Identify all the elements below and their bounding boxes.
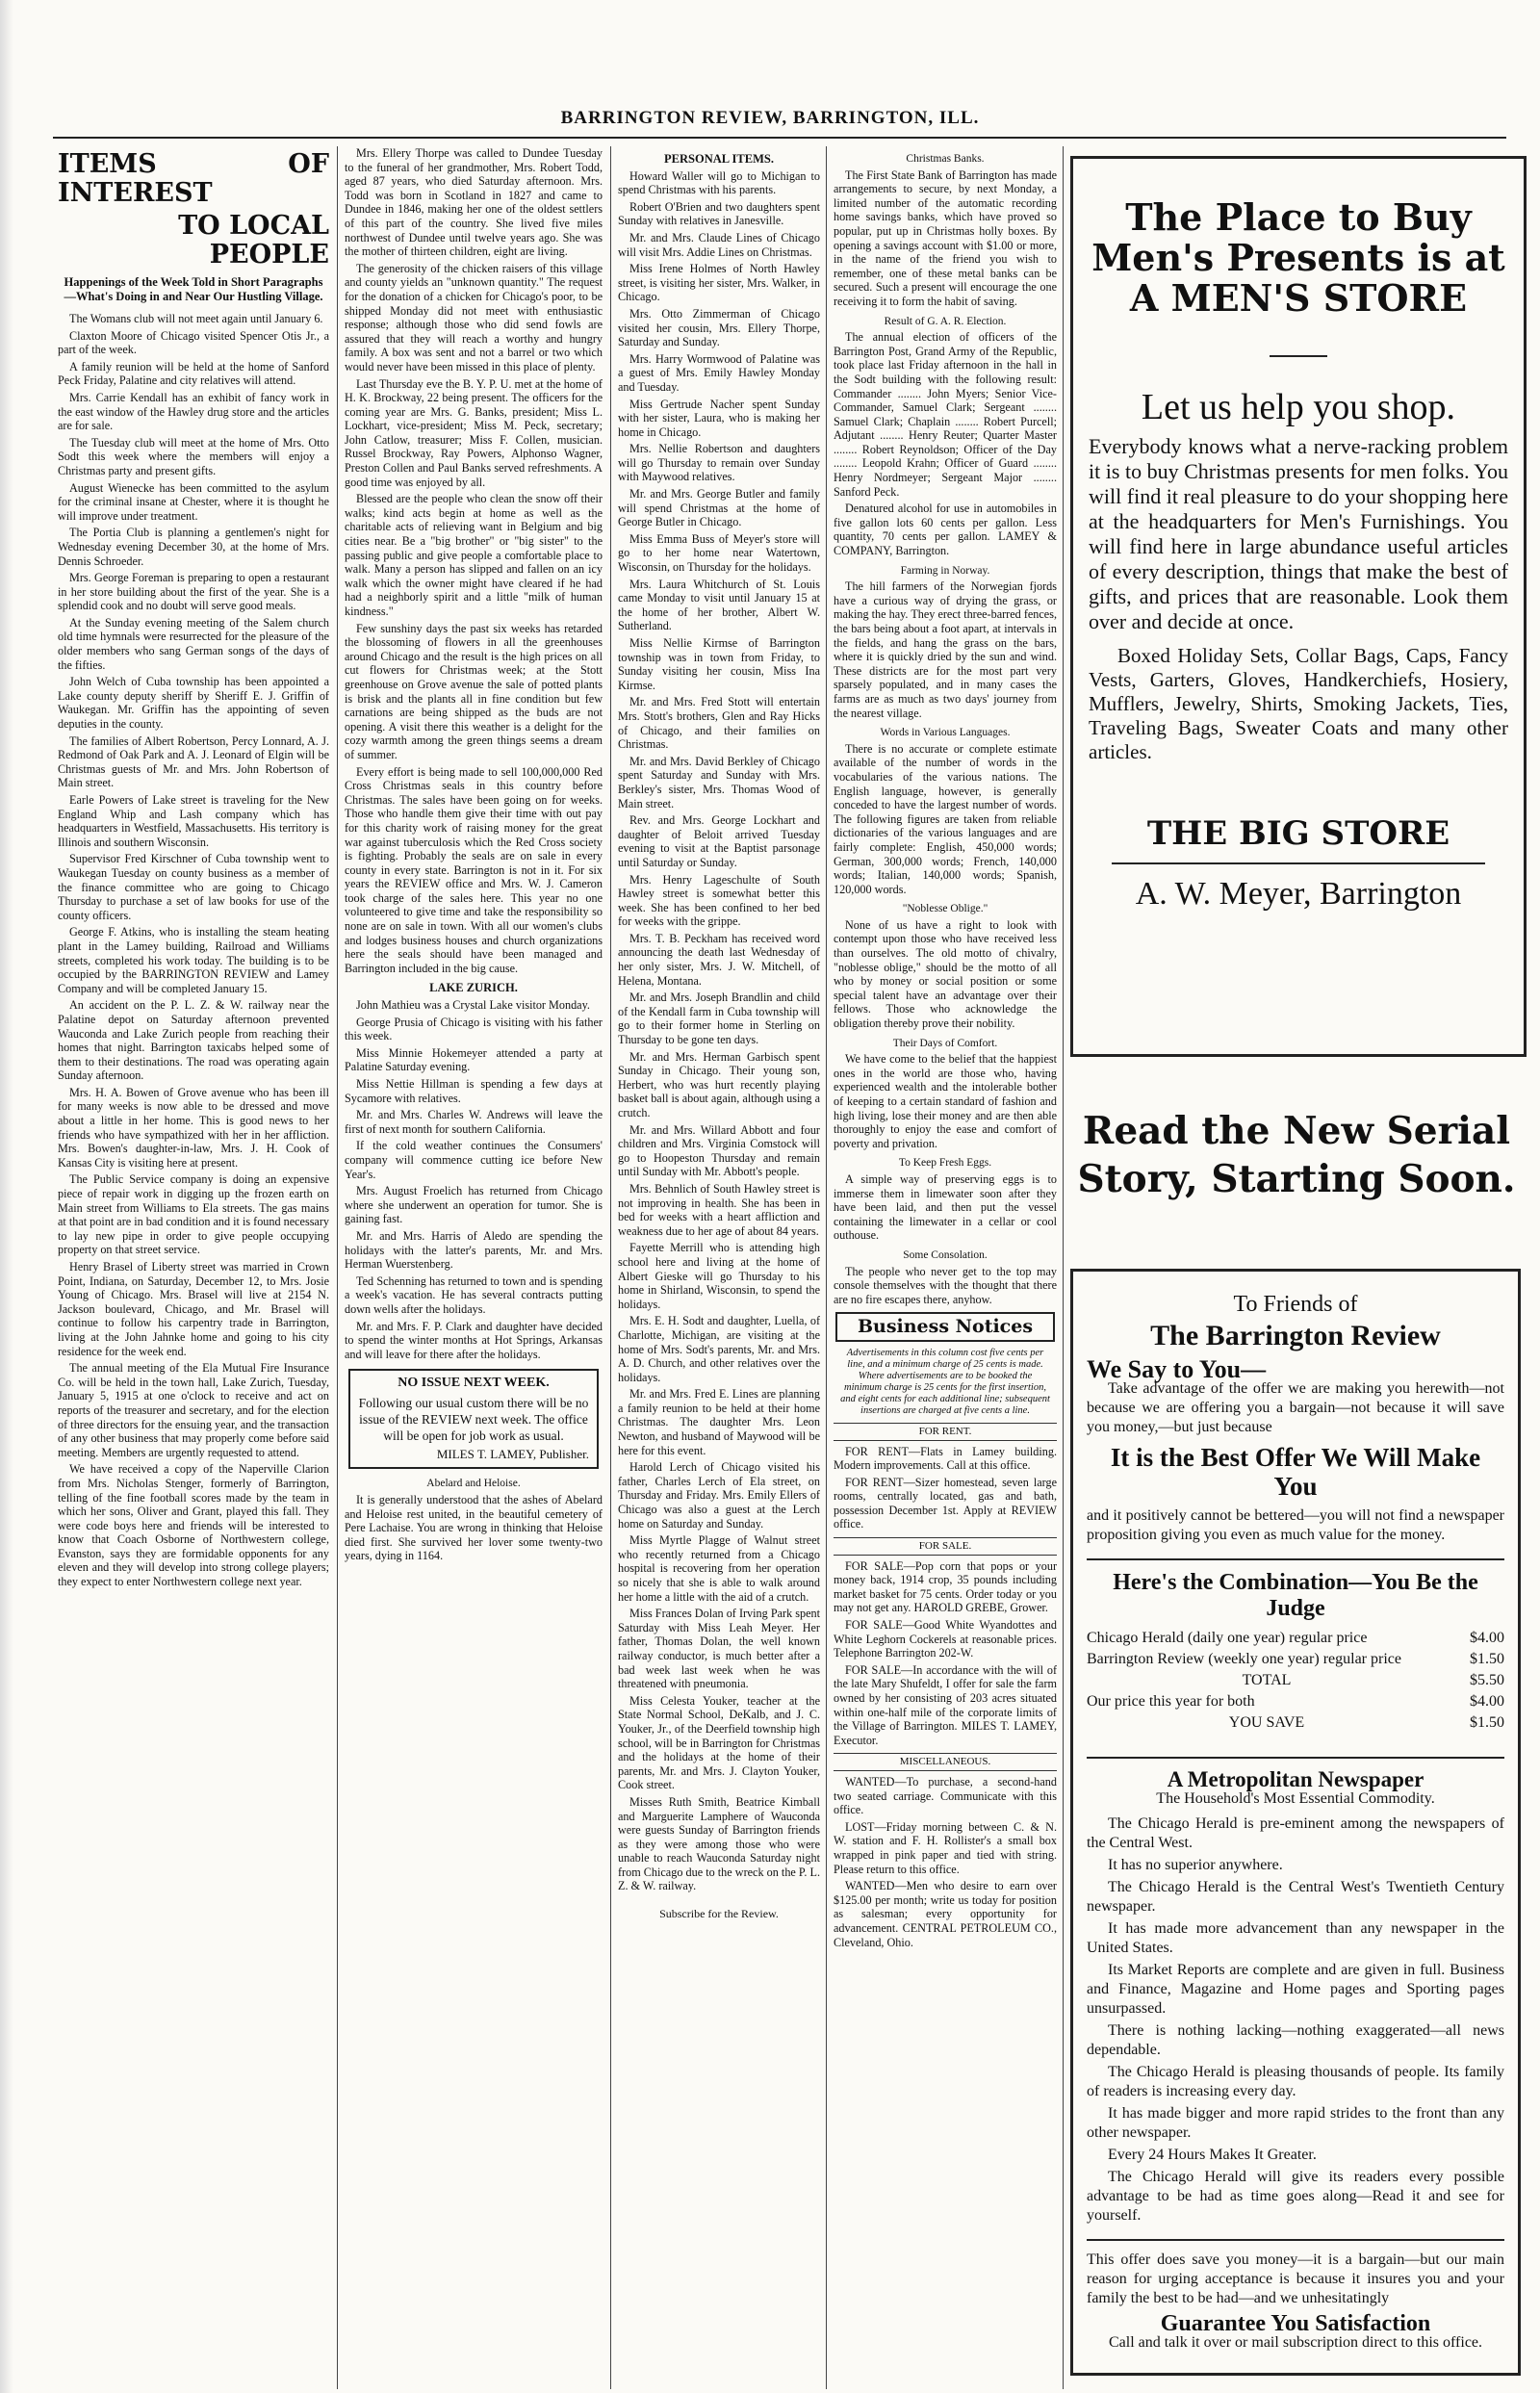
for-sale-heading: FOR SALE. bbox=[834, 1537, 1057, 1556]
personal-item: Misses Ruth Smith, Beatrice Kimball and Marguerite Lamphere of Wauconda were guests Sunday of Barrington friends as they were among those who were unable to reach Wauconda Saturday night from Chicago due to the wreck on the P. L. Z. & W. railway. bbox=[618, 1794, 820, 1893]
paper-name: The Barrington Review bbox=[1150, 1320, 1441, 1351]
personal-item: Mr. and Mrs. Willard Abbott and four children and Mrs. Virginia Comstock will go to Hoopeston Thursday and remain until Sunday with Mr. Abbott's people. bbox=[618, 1122, 820, 1179]
business-notices-title: Business Notices bbox=[835, 1312, 1055, 1342]
personal-item: Mrs. Harry Wormwood of Palatine was a guest of Mrs. Emily Hawley Monday and Tuesday. bbox=[618, 351, 820, 394]
metropolitan-subhead: The Household's Most Essential Commodity. bbox=[1156, 1790, 1435, 1807]
for-sale-list bbox=[834, 1559, 1057, 1748]
herald-point: Every 24 Hours Makes It Greater. bbox=[1108, 2147, 1317, 2163]
price-value: $1.50 bbox=[1470, 1651, 1504, 1667]
price-row bbox=[1087, 1670, 1504, 1691]
mens-store-advertisement bbox=[1070, 156, 1527, 1057]
column-rule bbox=[337, 146, 338, 2389]
news-paragraph: An accident on the P. L. Z. & W. railway near the Palatine depot on Saturday afternoon prevented Wauconda and Lake Zurich people from reaching their homes that night. Barrington taxicabs helped some of them to their destinations. The road was operating again Sunday afternoon. bbox=[58, 998, 329, 1083]
headline-items-of-interest: ITEMS OF INTEREST bbox=[58, 149, 329, 208]
news-paragraph: John Welch of Cuba township has been appointed a Lake county deputy sheriff by Sheriff E. J. Griffin of Waukegan. Mr. Griffin has the appointing of seven deputies in the county. bbox=[58, 675, 329, 732]
news-paragraph: The Tuesday club will meet at the home of Mrs. Otto Sodt this week where the members will enjoy a Christmas party and present gifts. bbox=[58, 435, 329, 477]
mens-store-items: Boxed Holiday Sets, Collar Bags, Caps, Fancy Vests, Garters, Gloves, Handkerchiefs, Hosiery, Mufflers, Jewelry, Shirts, Smoking Jackets, Ties, Traveling Bags, Sweater Coats and many other articles. bbox=[1089, 644, 1508, 763]
column-news-two bbox=[345, 146, 603, 2389]
for-rent-heading: FOR RENT. bbox=[834, 1423, 1057, 1441]
metropolitan-headline: A Metropolitan Newspaper bbox=[1087, 1757, 1504, 1789]
personal-item: Mrs. Henry Lageschulte of South Hawley street is somewhat better this week. She has been confined to her bed for weeks with the grippe. bbox=[618, 872, 820, 929]
lake-zurich-item: Mr. and Mrs. Harris of Aledo are spending the holidays with the latter's parents, Mr. and Mrs. Herman Wuerstenberg. bbox=[345, 1228, 603, 1272]
news-paragraph: Mrs. H. A. Bowen of Grove avenue who has been ill for many weeks is now able to be dressed and move about a little in her home. This is good news to her friends who have sympathized with her in her affliction. Mrs. Bowen's daughter-in-law, Mrs. J. H. Cook of Kansas City is visiting here at present. bbox=[58, 1085, 329, 1170]
herald-point: There is nothing lacking—nothing exaggerated—all news dependable. bbox=[1087, 2022, 1504, 2058]
news-paragraph: Earle Powers of Lake street is traveling for the New England Whip and Lash company which has headquarters in Westfield, Massachusetts. His territory is Illinois and southern Wisconsin. bbox=[58, 793, 329, 849]
lake-zurich-item: Mr. and Mrs. F. P. Clark and daughter have decided to spend the winter months at Hot Springs, Arkansas and will leave for there after the holidays. bbox=[345, 1319, 603, 1361]
personal-item: Mr. and Mrs. Herman Garbisch spent Sunday in Chicago. Their young son, Herbert, who was hurt recently playing basket ball is about again, although using a crutch. bbox=[618, 1049, 820, 1119]
final-line: Call and talk it over or mail subscription direct to this office. bbox=[1108, 2334, 1483, 2351]
price-table bbox=[1087, 1628, 1504, 1734]
news-paragraph: Mrs. Carrie Kendall has an exhibit of fancy work in the east window of the Hawley drug store and the articles are for sale. bbox=[58, 390, 329, 433]
for-rent-list bbox=[834, 1445, 1057, 1532]
price-label: YOU SAVE bbox=[1228, 1714, 1305, 1731]
mens-store-lead: Let us help you shop. bbox=[1141, 387, 1456, 427]
section-heading: To Keep Fresh Eggs. bbox=[898, 1157, 992, 1170]
personal-item: Mr. and Mrs. George Butler and family will spend Christmas at the home of George Butler in Chicago. bbox=[618, 487, 820, 529]
price-row bbox=[1087, 1691, 1504, 1712]
column-misc bbox=[834, 146, 1057, 2389]
price-row bbox=[1087, 1628, 1504, 1649]
personal-item: Fayette Merrill who is attending high school here and living at the home of Albert Gieske will go Thursday to his home in Shirland, Wisconsin, to spend the holidays. bbox=[618, 1241, 820, 1311]
personal-item: Miss Nellie Kirmse of Barrington township was in town from Friday, to Sunday visiting her cousin, Miss Ina Kirmse. bbox=[618, 636, 820, 692]
price-value: $4.00 bbox=[1470, 1630, 1504, 1646]
personal-item: Harold Lerch of Chicago visited his father, Charles Lerch of Ela street, on Thursday and Friday. Mrs. Emily Ellers of Chicago was also a guest at the Lerch home on Saturday and Sunday. bbox=[618, 1460, 820, 1531]
no-issue-notice bbox=[348, 1369, 599, 1469]
section-body: The hill farmers of the Norwegian fjords have a curious way of drying the grass, or making the hay. They erect three-barred fences, the bars being about a foot apart, at intervals in the fields, and hang the grass on the bars, where it is quickly dried by the sun and wind. These districts are for the most part very sparsely populated, and in many cases the farms are as much as two days' journey from the nearest village. bbox=[834, 579, 1057, 720]
lake-zurich-item: Mrs. August Froelich has returned from Chicago where she underwent an operation for tumor. She is gaining fast. bbox=[345, 1184, 603, 1226]
price-label: Chicago Herald (daily one year) regular price bbox=[1087, 1630, 1368, 1646]
section-heading: Christmas Banks. bbox=[906, 153, 985, 165]
herald-point: Its Market Reports are complete and are given in full. Business and Finance, Magazine and Home pages and Sporting pages unsurpassed. bbox=[1087, 1962, 1504, 2017]
price-label: Barrington Review (weekly one year) regular price bbox=[1087, 1651, 1401, 1667]
personal-item: Mr. and Mrs. Fred Stott will entertain Mrs. Stott's brothers, Glen and Ray Hicks of Chicago, and their families on Christmas. bbox=[618, 695, 820, 752]
personal-items-heading: PERSONAL ITEMS. bbox=[664, 152, 774, 166]
to-friends-of: To Friends of bbox=[1233, 1292, 1358, 1317]
personal-items-list bbox=[618, 169, 820, 1893]
section-body: We have come to the belief that the happiest ones in the world are those who, having experienced wealth and the intolerable bother of keeping to a certain standard of fashion and high living, lose their money and are then able thoroughly to enjoy the ease and comfort of poverty and privation. bbox=[834, 1052, 1057, 1150]
notice-title: NO ISSUE NEXT WEEK. bbox=[398, 1376, 550, 1391]
personal-item: Mrs. E. H. Sodt and daughter, Luella, of Charlotte, Michigan, are visiting at the home of Mrs. Sodt's parents, Mr. and Mrs. A. D. Church, and other relatives over the holidays. bbox=[618, 1314, 820, 1384]
herald-point: The Chicago Herald will give its readers every possible advantage to be had as time goes along—Read it and see for yourself. bbox=[1087, 2169, 1504, 2224]
guarantee-headline: Guarantee You Satisfaction bbox=[1160, 2311, 1431, 2336]
section-heading: Farming in Norway. bbox=[900, 564, 990, 577]
section-heading: Their Days of Comfort. bbox=[892, 1037, 998, 1049]
classified-ad: FOR RENT—Sizer homestead, seven large rooms, centrally located, gas and bath, possession December 1st. Apply at REVIEW office. bbox=[834, 1475, 1057, 1531]
classified-ad: FOR SALE—Good White Wyandottes and White Leghorn Cockerels at reasonable prices. Telephone Barrington 202-W. bbox=[834, 1618, 1057, 1660]
personal-item: Mrs. Behnlich of South Hawley street is not improving in health. She has been in bed for weeks with a heart affliction and weakness due to her age of about 84 years. bbox=[618, 1181, 820, 1238]
offer-after: and it positively cannot be bettered—you will not find a newspaper proposition giving you even as much value for the money. bbox=[1087, 1507, 1504, 1543]
masthead-rule bbox=[53, 137, 1506, 139]
combination-headline: Here's the Combination—You Be the Judge bbox=[1087, 1558, 1504, 1622]
closing-text: This offer does save you money—it is a bargain—but our main reason for urging acceptance is because it insures you and your family the best to be had—and we unhesitatingly bbox=[1087, 2239, 1504, 2308]
personal-item: Miss Irene Holmes of North Hawley street, is visiting her sister, Mrs. Walker, in Chicago. bbox=[618, 262, 820, 304]
price-row bbox=[1087, 1712, 1504, 1734]
personal-item: Miss Celesta Youker, teacher at the State Normal School, DeKalb, and J. C. Youker, Jr., of the Deerfield township high school, will be in Barrington for Christmas and the holidays at the home of their parents, Mr. and Mrs. J. Clayton Youker, Cook street. bbox=[618, 1693, 820, 1792]
miscellaneous-list bbox=[834, 1775, 1057, 1949]
personal-item: Mr. and Mrs. David Berkley of Chicago spent Saturday and Sunday with Mrs. Berkley's sister, Mrs. Thomas Wood of Main street. bbox=[618, 754, 820, 811]
business-notices-rates: Advertisements in this column cost five cents per line, and a minimum charge of 25 cents is made. Where advertisements are to be booked the minimum charge is 25 cents for the first insertion, and eight cents for each additional line; subsequent insertions are charged at five cents a line. bbox=[840, 1347, 1050, 1416]
ad-separator bbox=[1270, 355, 1327, 357]
mens-store-headline: The Place to Buy Men's Presents is at A MEN'S STORE bbox=[1091, 195, 1505, 320]
lake-zurich-item: Miss Minnie Hokemeyer attended a party at Palatine Saturday evening. bbox=[345, 1045, 603, 1074]
column-rule bbox=[826, 146, 827, 2389]
personal-item: Miss Emma Buss of Meyer's store will go to her home near Watertown, Wisconsin, on Thursday for the holidays. bbox=[618, 531, 820, 575]
herald-point: It has no superior anywhere. bbox=[1108, 1857, 1283, 1873]
herald-point: It has made more advancement than any newspaper in the United States. bbox=[1087, 1920, 1504, 1956]
section-body: A simple way of preserving eggs is to immerse them in limewater soon after they have been laid, and then put the vessel containing the limewater in a cellar or cool outhouse. bbox=[834, 1171, 1057, 1243]
section-body: The people who never get to the top may console themselves with the thought that there are no fire escapes there, anyhow. bbox=[834, 1264, 1057, 1306]
news-paragraph: George F. Atkins, who is installing the steam heating plant in the Lamey building, Railroad and Williams streets, completed his work today. The building is to be occupied by the BARRINGTON REVIEW and Lamey Company and will be completed January 15. bbox=[58, 925, 329, 995]
section-heading: Words in Various Languages. bbox=[880, 727, 1011, 739]
price-label: TOTAL bbox=[1242, 1672, 1292, 1688]
price-label: Our price this year for both bbox=[1087, 1693, 1255, 1710]
news-paragraph: Every effort is being made to sell 100,000,000 Red Cross Christmas seals in this country before Christmas. The sales have been going on for weeks. Those who handle them give their time with out pay for this charity work of raising money for the great war against tuberculosis which the Red Cross society is fighting. Probably the seals are on sale in every county in every state. Barrington is not in it. For six years the REVIEW office and Mrs. W. J. Cameron took charge of the sales here. This year no one volunteered to give time and take the responsibility so none are on sale in town. With all our women's clubs and lodges business houses and church organizations here the seals should have been managed and Barrington included in the big cause. bbox=[345, 764, 603, 975]
abelard-heading: Abelard and Heloise. bbox=[426, 1478, 521, 1490]
we-say-to-you: We Say to You— bbox=[1087, 1355, 1267, 1383]
news-paragraph: The annual meeting of the Ela Mutual Fire Insurance Co. will be held in the town hall, Lake Zurich, Tuesday, January 5, 1915 at one o'clock to receive and act on reports of the treasurer and secretary, and for the election of three directors for the ensuing year, and the transaction of any other business that may properly come before said meeting. Members are urgently requested to attend. bbox=[58, 1361, 329, 1459]
personal-item: Mrs. Otto Zimmerman of Chicago visited her cousin, Mrs. Ellery Thorpe, Saturday and Sunday. bbox=[618, 306, 820, 349]
section-body: None of us have a right to look with contempt upon those who have received less than ourselves. The old motto of chivalry, "noblesse oblige," should be the motto of all who by money or social position or some special talent have an advantage over their fellows. Those who acknowledge the obligation thereby prove their nobility. bbox=[834, 917, 1057, 1031]
news-paragraph: The Public Service company is doing an expensive piece of repair work in digging up the frozen earth on Main street from Williams to Ela streets. The gas mains at that point are in bad condition and it is found necessary to lay new pipe in order to give people occupying property on that street service. bbox=[58, 1172, 329, 1257]
lake-zurich-heading: LAKE ZURICH. bbox=[429, 981, 518, 995]
section-body: The First State Bank of Barrington has made arrangements to secure, by next Monday, a limited number of the automatic recording home savings banks, which have proved so popular, put up in Christmas holly boxes. By opening a savings account with $1.00 or more, in the name of the friend you wish to remember, one of these metal banks can be secured. Such a present will encourage the one receiving it to form the habit of saving. bbox=[834, 167, 1057, 308]
serial-story-banner: Read the New Serial Story, Starting Soon. bbox=[1077, 1109, 1516, 1201]
subscription-offer-advertisement bbox=[1070, 1269, 1521, 2376]
herald-point: The Chicago Herald is pre-eminent among the newspapers of the Central West. bbox=[1087, 1815, 1504, 1851]
news-paragraph: The generosity of the chicken raisers of this village and county yields an "unknown quantity." The request for the donation of a chicken for Chicago's poor, to be shipped Monday did not meet with enthusiastic response; although those who did send fowls are assured that they will reach a worthy and hungry family. A box was sent and not a barrel or two which would never have been missed in this place of plenty. bbox=[345, 261, 603, 373]
price-value: $4.00 bbox=[1470, 1693, 1504, 1710]
masthead: BARRINGTON REVIEW, BARRINGTON, ILL. bbox=[560, 108, 980, 128]
classified-ad: LOST—Friday morning between C. & N. W. station and F. H. Rollister's a small box wrapped in pink paper and tied with string. Please return to this office. bbox=[834, 1819, 1057, 1876]
store-owner: A. W. Meyer, Barrington bbox=[1135, 876, 1462, 912]
classified-ad: FOR SALE—Pop corn that pops or your money back, 1914 crop, 35 pounds including market basket for 75 cents. Order today or you may not get any. HAROLD GREBE, Grower. bbox=[834, 1558, 1057, 1615]
classified-ad: FOR RENT—Flats in Lamey building. Modern improvements. Call at this office. bbox=[834, 1444, 1057, 1473]
section-heading: Result of G. A. R. Election. bbox=[884, 315, 1007, 327]
best-offer-headline: It is the Best Offer We Will Make You bbox=[1110, 1443, 1481, 1501]
news-paragraph: We have received a copy of the Naperville Clarion from Mrs. Nicholas Stenger, formerly of Barrington, telling of the fine football scores made by the team in which her sons, Oliver and Grant, played this fall. They were code boys here and friends will be interested to know that Coach Osborne of Northwestern college, Evanston, says they are formidable opponents for any eleven and they will develop into strong college players; they expect to enter Northwestern college next year. bbox=[58, 1462, 329, 1589]
news-paragraph: August Wienecke has been committed to the asylum for the criminal insane at Chester, where it is thought he will improve under treatment. bbox=[58, 480, 329, 523]
subscribe-line: Subscribe for the Review. bbox=[659, 1907, 779, 1921]
personal-item: Mrs. Nellie Robertson and daughters will go Thursday to remain over Sunday with Maywood relatives. bbox=[618, 442, 820, 484]
miscellaneous-heading: MISCELLANEOUS. bbox=[834, 1753, 1057, 1771]
personal-item: Mrs. T. B. Peckham has received word announcing the death last Wednesday of her only sister, Mrs. J. W. Mitchell, of Helena, Montana. bbox=[618, 931, 820, 988]
personal-item: Mrs. Laura Whitchurch of St. Louis came Monday to visit until January 15 at the home of her brother, Albert W. Sutherland. bbox=[618, 577, 820, 633]
news-paragraph: Blessed are the people who clean the snow off their walks; kind acts begin at home as well as the charitable acts of relieving want in Belgium and big cities near. Be a "big brother" or "big sister" to the passing public and give people a comfortable place to walk. Many a person has slipped and fallen on an icy walk which the owner might have cleared if he had had a neighborly spirit and a little "milk of human kindness." bbox=[345, 492, 603, 618]
news-paragraph: Claxton Moore of Chicago visited Spencer Otis Jr., a part of the week. bbox=[58, 328, 329, 357]
price-value: $1.50 bbox=[1470, 1714, 1504, 1731]
offer-intro: Take advantage of the offer we are making you herewith—not because we are offering you a bargain—not because it will save you money,—but just because bbox=[1087, 1380, 1504, 1435]
lake-zurich-items bbox=[345, 998, 603, 1361]
section-body: The annual election of officers of the Barrington Post, Grand Army of the Republic, took place last Friday afternoon in the hall in the Sodt building with the following result: Commander ........ John Myers; Senior Vice-Commander, Samuel Clark; Sergeant ........ Samuel Clark; Chaplain ........ Robert Purcell; Adjutant ........ Henry Reuter; Quarter Master ........ Robert Reynoldson; Officer of the Day ........ Leopold Krahn; Officer of Guard ........ Henry Nordmeyer; Sergeant Major ........ Sanford Peck. bbox=[834, 330, 1057, 499]
section-heading: Some Consolation. bbox=[903, 1248, 988, 1261]
lake-zurich-item: If the cold weather continues the Consumers' company will commence cutting ice before New Year's. bbox=[345, 1139, 603, 1181]
personal-item: Rev. and Mrs. George Lockhart and daughter of Beloit arrived Tuesday evening to visit at the Baptist parsonage until Saturday or Sunday. bbox=[618, 813, 820, 869]
news-paragraph: The Portia Club is planning a gentlemen's night for Wednesday evening December 30, at the home of Mrs. Dennis Schroeder. bbox=[58, 526, 329, 568]
section-body: There is no accurate or complete estimate available of the number of words in the vocabularies of the various nations. The English language, however, is generally conceded to have the largest number of words. The following figures are taken from reliable dictionaries of the various languages and are fairly complete: English, 450,000 words; German, 300,000 words; French, 140,000 words; Italian, 140,000 words; Spanish, 120,000 words. bbox=[834, 741, 1057, 896]
herald-points bbox=[1087, 1814, 1504, 2226]
personal-item: Howard Waller will go to Michigan to spend Christmas with his parents. bbox=[618, 168, 820, 197]
news-paragraph: Mrs. Ellery Thorpe was called to Dundee Tuesday to the funeral of her grandmother, Mrs. Robert Todd, aged 87 years, who died Saturday afternoon. Mrs. Todd was born in Scotland in 1827 and came to Dundee in 1846, making her one of the oldest settlers of this part of the country. She lived five miles northwest of Dundee until twelve years ago. She was the mother of thirteen children, eight are living. bbox=[345, 146, 603, 259]
news-paragraph: Few sunshiny days the past six weeks has retarded the blossoming of flowers in all the greenhouses around Chicago and the result is the high prices on all cut flowers for Christmas week; at the Stott greenhouse on Grove avenue the sale of potted plants is brisk and the plants all in fine condition but few carnations are being shipped as the buds are not opening. A visit there this weather is a delight for the cozy warmth among the green things seems a dream of summer. bbox=[345, 621, 603, 761]
column-rule bbox=[1063, 146, 1064, 2389]
page-edge-left bbox=[0, 0, 13, 2393]
herald-point: The Chicago Herald is the Central West's Twentieth Century newspaper. bbox=[1087, 1879, 1504, 1915]
lake-zurich-item: Miss Nettie Hillman is spending a few days at Sycamore with relatives. bbox=[345, 1077, 603, 1105]
news-paragraph: The families of Albert Robertson, Percy Lonnard, A. J. Redmond of Oak Park and A. J. Leonard of Elgin will be Christmas guests of Mr. and Mrs. John Robertson of Main street. bbox=[58, 733, 329, 790]
personal-item: Mr. and Mrs. Fred E. Lines are planning a family reunion to be held at their home Christmas. The daughter Mrs. Leon Newton, and husband of Maywood will be here for this event. bbox=[618, 1387, 820, 1457]
personal-item: Mr. and Mrs. Joseph Brandlin and child of the Kendall farm in Cuba township will go to their former home in Sterling on Thursday to be gone ten days. bbox=[618, 991, 820, 1047]
news-paragraph: Last Thursday eve the B. Y. P. U. met at the home of H. K. Brockway, 22 being present. The officers for the coming year are Mrs. G. Banks, president; Miss L. Lockhart, vice-president; Miss M. Peck, secretary; John Catlow, treasurer; Miss F. Collen, musician. Russel Brockway, Ray Powers, Alphonso Wagner, Preston Collen and Paul Banks served refreshments. A good time was enjoyed by all. bbox=[345, 376, 603, 489]
classified-ad: WANTED—To purchase, a second-hand two seated carriage. Communicate with this office. bbox=[834, 1774, 1057, 1817]
personal-item: Mr. and Mrs. Claude Lines of Chicago will visit Mrs. Addie Lines on Christmas. bbox=[618, 230, 820, 259]
abelard-text: It is generally understood that the ashes of Abelard and Heloise rest united, in the beautiful cemetery of Pere Lachaise. You are wrong in thinking that Heloise died first. She survived her lover some twenty-two years, dying in 1164. bbox=[345, 1493, 603, 1563]
personal-item: Miss Myrtle Plagge of Walnut street who recently returned from a Chicago hospital is recovering from her operation so nicely that she is able to walk around her home a little with the aid of a crutch. bbox=[618, 1533, 820, 1604]
personal-item: Robert O'Brien and two daughters spent Sunday with relatives in Janesville. bbox=[618, 199, 820, 228]
price-row bbox=[1087, 1649, 1504, 1670]
news-paragraph: A family reunion will be held at the home of Sanford Peck Friday, Palatine and city relatives will attend. bbox=[58, 359, 329, 388]
news-paragraph: At the Sunday evening meeting of the Salem church old time hymnals were resurrected for the pleasure of the older members who sang German songs of the days of the fifties. bbox=[58, 615, 329, 672]
herald-point: The Chicago Herald is pleasing thousands of people. Its family of readers is increasing every day. bbox=[1087, 2064, 1504, 2099]
news-paragraph: The Womans club will not meet again until January 6. bbox=[69, 312, 323, 325]
mens-store-body: Everybody knows what a nerve-racking problem it is to buy Christmas presents for men folks. You will find it real pleasure to do your shopping here at the headquarters for Men's Furnishings. You will find here in large abundance useful articles of every description, things that make the best of gifts, and prices that are reasonable. Look them over and decide at once. bbox=[1089, 434, 1508, 633]
column-personal-items bbox=[618, 146, 820, 2389]
herald-point: It has made bigger and more rapid strides to the front than any other newspaper. bbox=[1087, 2105, 1504, 2141]
personal-item: Miss Gertrude Nacher spent Sunday with her sister, Laura, who is making her home in Chicago. bbox=[618, 397, 820, 439]
headline-to-local-people: TO LOCAL PEOPLE bbox=[178, 211, 329, 270]
notice-body: Following our usual custom there will be no issue of the REVIEW next week. The office will be open for job work as usual. bbox=[358, 1395, 589, 1443]
personal-item: Miss Frances Dolan of Irving Park spent Saturday with Miss Leah Meyer. Her father, Thomas Dolan, the well known railway conductor, is much better after a bad week last week when he was threatened with pneumonia. bbox=[618, 1607, 820, 1691]
headline-deck: Happenings of the Week Told in Short Paragraphs—What's Doing in and Near Our Hustling Village. bbox=[64, 275, 323, 303]
lake-zurich-item: George Prusia of Chicago is visiting with his father this week. bbox=[345, 1015, 603, 1043]
news-paragraphs bbox=[345, 146, 603, 975]
column-local-news bbox=[58, 146, 329, 2389]
local-news-paragraphs bbox=[58, 312, 329, 1589]
section-body: Denatured alcohol for use in automobiles in five gallon lots 60 cents per gallon. Less quantity, 70 cents per gallon. LAMEY & COMPANY, Barrington. bbox=[834, 502, 1057, 558]
notice-signature: MILES T. LAMEY, Publisher. bbox=[436, 1446, 589, 1461]
big-store-name: THE BIG STORE bbox=[1112, 814, 1485, 864]
news-paragraph: Mrs. George Foreman is preparing to open a restaurant in her store building about the first of the year. She is a splendid cook and no doubt will serve good meals. bbox=[58, 571, 329, 613]
lake-zurich-item: Ted Schenning has returned to town and is spending a week's vacation. He has several contracts putting down wells after the holidays. bbox=[345, 1274, 603, 1316]
lake-zurich-item: John Mathieu was a Crystal Lake visitor Monday. bbox=[356, 998, 590, 1013]
classified-ad: FOR SALE—In accordance with the will of the late Mary Shufeldt, I offer for sale the farm owned by her consisting of 203 acres situated within one-half mile of the corporate limits of the Village of Barrington. MILES T. LAMEY, Executor. bbox=[834, 1662, 1057, 1747]
misc-sections bbox=[834, 152, 1057, 1306]
classified-ad: WANTED—Men who desire to earn over $125.00 per month; write us today for position as salesman; every opportunity for advancement. CENTRAL PETROLEUM CO., Cleveland, Ohio. bbox=[834, 1879, 1057, 1949]
news-paragraph: Supervisor Fred Kirschner of Cuba township went to Waukegan Tuesday on county business as a member of the finance committee who are going to Chicago Thursday to purchase a set of law books for use of the county officers. bbox=[58, 852, 329, 922]
column-rule bbox=[610, 146, 611, 2389]
section-heading: "Noblesse Oblige." bbox=[902, 903, 988, 915]
price-value: $5.50 bbox=[1470, 1672, 1504, 1688]
lake-zurich-item: Mr. and Mrs. Charles W. Andrews will leave the first of next month for southern California. bbox=[345, 1108, 603, 1136]
news-paragraph: Henry Brasel of Liberty street was married in Crown Point, Indiana, on Saturday, December 12, to Mrs. Josie Young of Chicago. Mrs. Brasel will live at 2154 N. Jackson boulevard, Chicago, and Mr. Brasel will continue to follow his carpentry trade in Barrington, living at the John Jahnke home and going to his city residence for the week end. bbox=[58, 1260, 329, 1358]
